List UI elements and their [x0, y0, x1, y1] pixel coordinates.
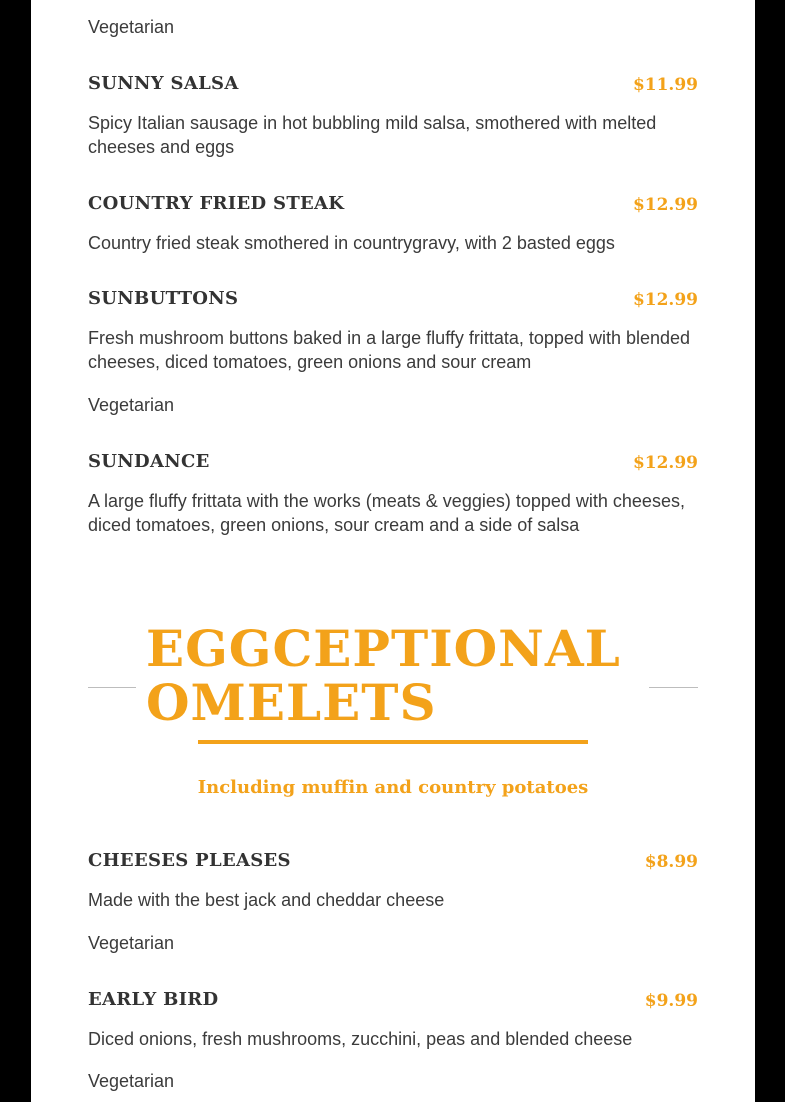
item-description: Fresh mushroom buttons baked in a large fluffy frittata, topped with blended cheeses, diced tomatoes, green onions and sour cream	[88, 328, 691, 372]
item-price: $12.99	[632, 290, 698, 310]
section-subtitle: Including muffin and country potatoes	[197, 777, 589, 798]
section-rule-left	[88, 687, 136, 688]
menu-item-header	[88, 192, 698, 216]
item-name: COUNTRY FRIED STEAK	[88, 193, 345, 214]
dietary-tag: Vegetarian	[88, 933, 175, 953]
item-name: SUNBUTTONS	[88, 288, 239, 309]
item-price: $8.99	[644, 852, 698, 872]
section-title: EGGCEPTIONAL OMELETS	[146, 619, 621, 732]
dietary-tag: Vegetarian	[88, 395, 175, 415]
item-name: SUNNY SALSA	[88, 73, 239, 94]
menu-item-header	[88, 988, 698, 1012]
menu-item-header	[88, 287, 698, 311]
menu-item-header	[88, 849, 698, 873]
menu-item-header	[88, 450, 698, 474]
item-price: $11.99	[632, 75, 698, 95]
item-description: A large fluffy frittata with the works (meats & veggies) topped with cheeses, diced tomatoes, green onions, sour cream and a side of salsa	[88, 491, 685, 535]
item-name: EARLY BIRD	[88, 989, 219, 1010]
item-price: $12.99	[632, 195, 698, 215]
section-rule-right	[649, 687, 698, 688]
menu-item-header	[88, 72, 698, 96]
item-description: Country fried steak smothered in countrygravy, with 2 basted eggs	[88, 233, 615, 253]
item-description: Diced onions, fresh mushrooms, zucchini, peas and blended cheese	[88, 1029, 633, 1049]
item-name: SUNDANCE	[88, 451, 210, 472]
item-description: Made with the best jack and cheddar cheese	[88, 890, 445, 910]
item-description: Spicy Italian sausage in hot bubbling mild salsa, smothered with melted cheeses and eggs	[88, 113, 657, 157]
item-price: $12.99	[632, 453, 698, 473]
menu-page	[31, 0, 755, 1102]
item-price: $9.99	[644, 991, 698, 1011]
section-title-underline	[198, 740, 588, 744]
dietary-tag: Vegetarian	[88, 17, 175, 37]
dietary-tag: Vegetarian	[88, 1071, 175, 1091]
item-name: CHEESES PLEASES	[88, 850, 291, 871]
